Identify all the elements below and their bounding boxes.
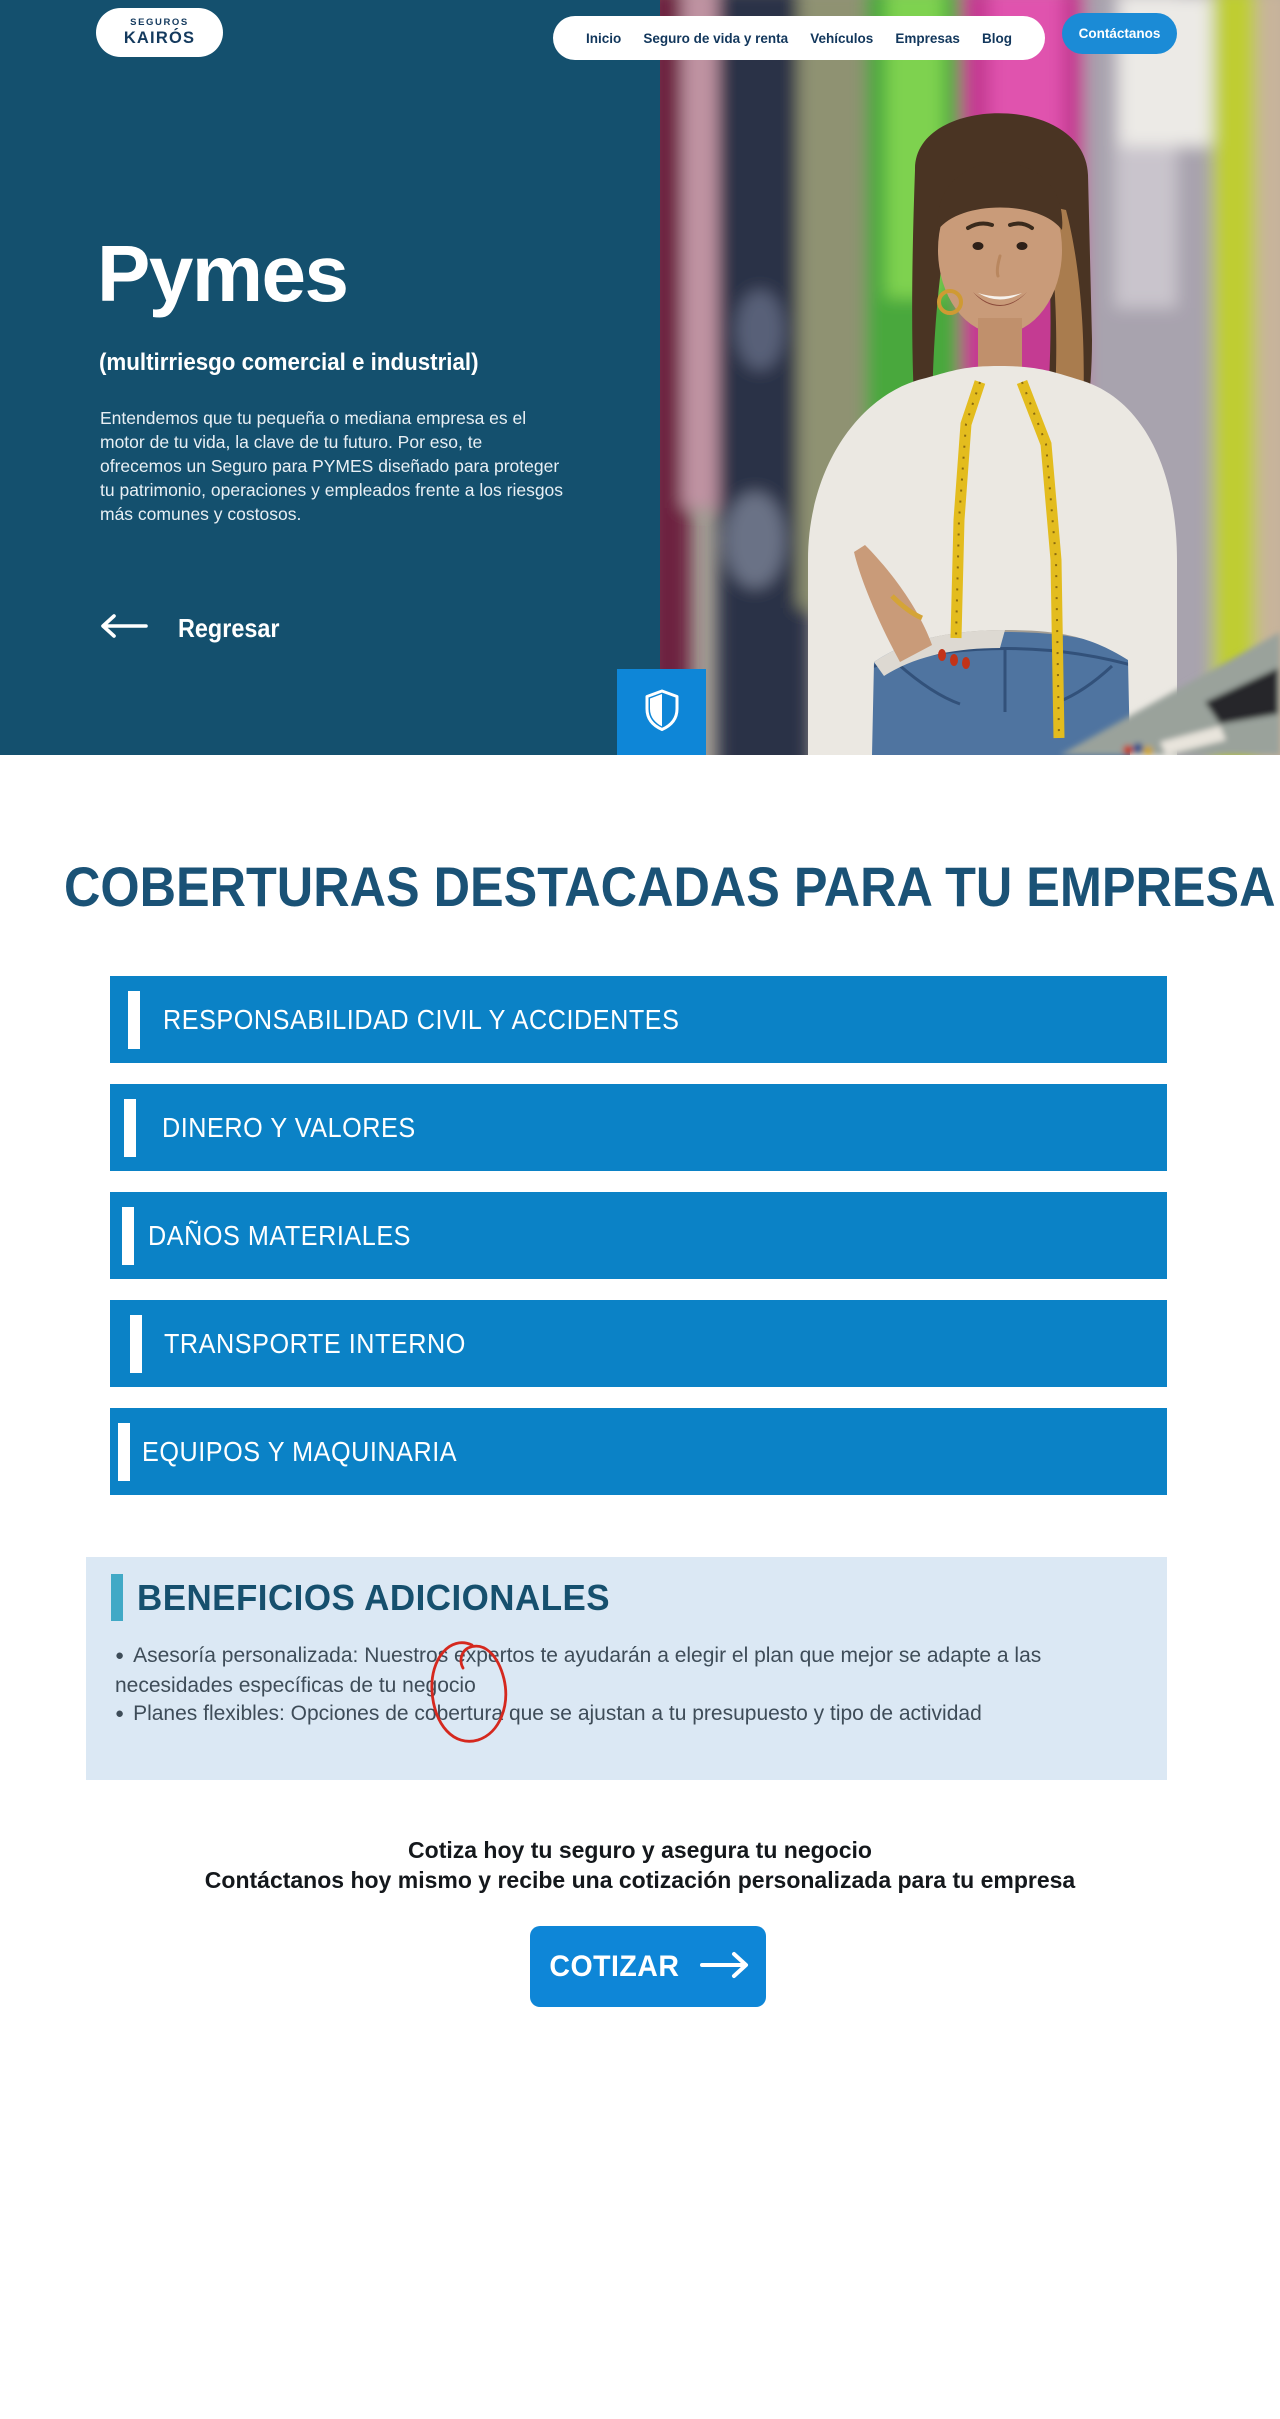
benefits-panel: [86, 1557, 1167, 1780]
cta-block: [0, 1835, 1280, 1895]
brand-logo[interactable]: [96, 8, 223, 57]
coverage-item-danos-materiales[interactable]: [110, 1192, 1167, 1279]
coverages-list: [110, 976, 1167, 1495]
page-title: Pymes: [97, 229, 348, 318]
back-link[interactable]: [99, 613, 291, 644]
left-arrow-icon: [99, 613, 149, 644]
nav-item-empresas[interactable]: Empresas: [895, 30, 960, 46]
coverage-label: DAÑOS MATERIALES: [148, 1219, 412, 1251]
brand-line2: KAIRÓS: [123, 29, 196, 47]
back-label: Regresar: [178, 613, 280, 643]
coverage-accent-bar: [128, 991, 140, 1049]
shield-icon: [643, 688, 681, 737]
right-arrow-icon: [698, 1950, 750, 1983]
coverage-accent-bar: [122, 1207, 134, 1265]
coverage-item-transporte-interno[interactable]: [110, 1300, 1167, 1387]
coverage-item-dinero-valores[interactable]: [110, 1084, 1167, 1171]
main-nav: [553, 16, 1045, 60]
main-content: [0, 854, 1280, 2007]
coverage-accent-bar: [118, 1423, 130, 1481]
benefits-list: [115, 1642, 1145, 1730]
nav-item-vehiculos[interactable]: Vehículos: [810, 30, 874, 46]
cotizar-button[interactable]: [530, 1926, 766, 2007]
nav-item-inicio[interactable]: Inicio: [586, 30, 622, 46]
benefit-item-asesoria: ● Asesoría personalizada: Nuestros expertos te ayudarán a elegir el plan que mejor se adapte a las necesidades específicas de tu negocio: [115, 1642, 1145, 1700]
cotizar-label: COTIZAR: [549, 1949, 680, 1983]
coverage-item-responsabilidad-civil[interactable]: [110, 976, 1167, 1063]
contact-button[interactable]: Contáctanos: [1062, 13, 1177, 54]
brand-line1: SEGUROS: [130, 17, 189, 28]
benefits-header: [111, 1574, 1139, 1621]
nav-item-blog[interactable]: Blog: [981, 30, 1012, 46]
coverage-label: EQUIPOS Y MAQUINARIA: [142, 1435, 458, 1467]
hero-photo: [660, 0, 1280, 755]
coverage-accent-bar: [130, 1315, 142, 1373]
cta-line2: Contáctanos hoy mismo y recibe una cotización personalizada para tu empresa: [204, 1867, 1076, 1893]
coverage-label: DINERO Y VALORES: [162, 1111, 416, 1143]
page-subtitle: (multirriesgo comercial e industrial): [99, 349, 479, 376]
hero-section: [0, 0, 1280, 755]
nav-item-seguro-vida-renta[interactable]: Seguro de vida y renta: [643, 30, 789, 46]
coverage-label: TRANSPORTE INTERNO: [164, 1327, 466, 1359]
coverage-label: RESPONSABILIDAD CIVIL Y ACCIDENTES: [163, 1003, 680, 1035]
shield-badge: [617, 669, 706, 755]
coverage-item-equipos-maquinaria[interactable]: [110, 1408, 1167, 1495]
hero-description: Entendemos que tu pequeña o mediana empresa es el motor de tu vida, la clave de tu futuro. Por eso, te ofrecemos un Seguro para PYMES diseñado para proteger tu patrimonio, operaciones y empleados frente a los riesgos más comunes y costosos.: [100, 408, 564, 524]
coverage-accent-bar: [124, 1099, 136, 1157]
benefit-item-planes: ● Planes flexibles: Opciones de cobertura que se ajustan a tu presupuesto y tipo de actividad: [115, 1700, 1145, 1730]
coverages-section-title: COBERTURAS DESTACADAS PARA TU EMPRESA: [64, 855, 1276, 918]
benefits-title: BENEFICIOS ADICIONALES: [137, 1576, 611, 1618]
benefits-accent-bar: [111, 1574, 123, 1621]
cta-line1: Cotiza hoy tu seguro y asegura tu negocio: [408, 1837, 872, 1863]
